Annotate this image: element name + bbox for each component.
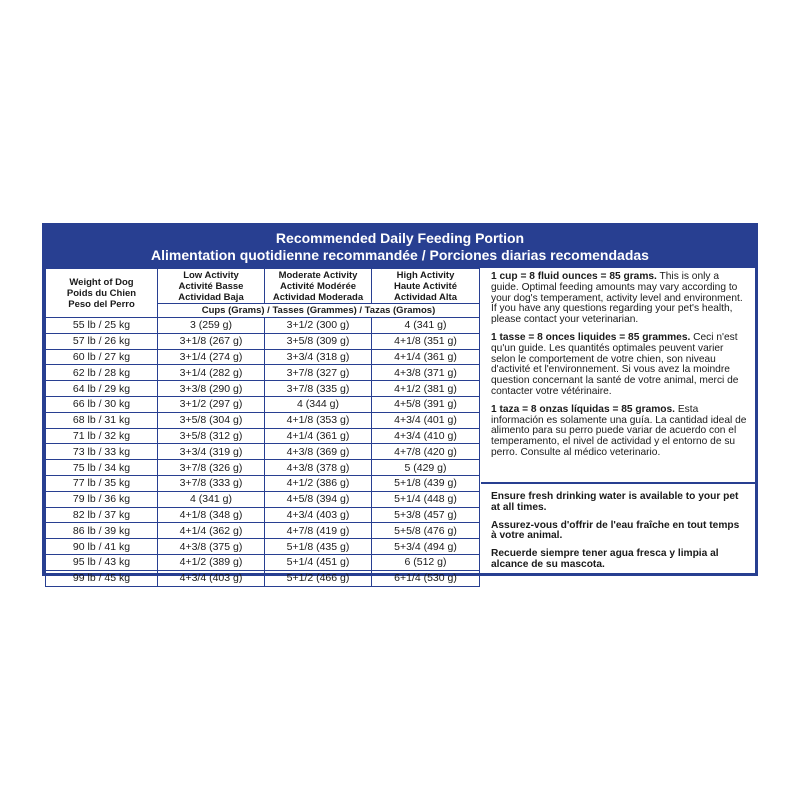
- note-english-text: This is only a guide. Optimal feeding amounts may vary according to your dog's temperament, activity level and environment. If you have any questions regarding your pet's health, please contact your veterinarian.: [491, 271, 743, 326]
- low-activity-cell: 3+7/8 (333 g): [158, 475, 265, 491]
- low-activity-cell: 3+3/8 (290 g): [158, 381, 265, 397]
- weight-cell: 95 lb / 43 kg: [46, 554, 158, 570]
- water-notes: [481, 486, 755, 578]
- table-row: [46, 318, 480, 334]
- moderate-activity-cell: 5+1/8 (435 g): [265, 539, 372, 555]
- weight-cell: 57 lb / 26 kg: [46, 333, 158, 349]
- moderate-activity-cell: 4+7/8 (419 g): [265, 523, 372, 539]
- high-activity-cell: 5+3/8 (457 g): [372, 507, 480, 523]
- feeding-table-container: [45, 268, 479, 585]
- high-header-fr: Haute Activité: [394, 280, 457, 292]
- note-english-bold: 1 cup = 8 fluid ounces = 85 grams.: [491, 271, 657, 282]
- weight-column-header: [46, 269, 158, 318]
- weight-cell: 68 lb / 31 kg: [46, 412, 158, 428]
- low-activity-cell: 4+1/4 (362 g): [158, 523, 265, 539]
- table-row: [46, 570, 480, 586]
- moderate-activity-cell: 3+7/8 (335 g): [265, 381, 372, 397]
- moderate-activity-header: [265, 269, 372, 304]
- low-activity-cell: 3 (259 g): [158, 318, 265, 334]
- moderate-header-en: Moderate Activity: [278, 269, 358, 281]
- high-activity-cell: 4+1/8 (351 g): [372, 333, 480, 349]
- moderate-activity-cell: 3+3/4 (318 g): [265, 349, 372, 365]
- high-activity-cell: 5+1/8 (439 g): [372, 475, 480, 491]
- weight-cell: 64 lb / 29 kg: [46, 381, 158, 397]
- title-english: Recommended Daily Feeding Portion: [275, 230, 525, 246]
- weight-cell: 82 lb / 37 kg: [46, 507, 158, 523]
- note-spanish: [491, 405, 747, 459]
- high-activity-cell: 6 (512 g): [372, 554, 480, 570]
- moderate-activity-cell: 3+1/2 (300 g): [265, 318, 372, 334]
- table-row: [46, 428, 480, 444]
- low-header-fr: Activité Basse: [178, 280, 244, 292]
- table-row: [46, 396, 480, 412]
- weight-cell: 77 lb / 35 kg: [46, 475, 158, 491]
- unit-label: Cups (Grams) / Tasses (Grammes) / Tazas (Gramos): [158, 304, 480, 318]
- moderate-activity-cell: 4+3/8 (378 g): [265, 460, 372, 476]
- measurement-notes: [481, 268, 755, 484]
- low-header-es: Actividad Baja: [178, 291, 244, 303]
- table-row: [46, 333, 480, 349]
- low-activity-cell: 3+1/4 (282 g): [158, 365, 265, 381]
- table-row: [46, 412, 480, 428]
- moderate-activity-cell: 3+5/8 (309 g): [265, 333, 372, 349]
- low-activity-cell: 3+1/2 (297 g): [158, 396, 265, 412]
- note-spanish-bold: 1 taza = 8 onzas líquidas = 85 gramos.: [491, 403, 676, 415]
- table-row: [46, 523, 480, 539]
- low-activity-cell: 4+3/8 (375 g): [158, 539, 265, 555]
- low-activity-cell: 4 (341 g): [158, 491, 265, 507]
- feeding-chart-panel: [42, 223, 758, 585]
- low-activity-cell: 4+3/4 (403 g): [158, 570, 265, 586]
- moderate-activity-cell: 3+7/8 (327 g): [265, 365, 372, 381]
- high-activity-cell: 4+3/4 (410 g): [372, 428, 480, 444]
- low-activity-cell: 3+5/8 (304 g): [158, 412, 265, 428]
- weight-cell: 62 lb / 28 kg: [46, 365, 158, 381]
- weight-cell: 86 lb / 39 kg: [46, 523, 158, 539]
- note-french-bold: 1 tasse = 8 onces liquides = 85 grammes.: [491, 331, 691, 343]
- high-activity-cell: 4+1/4 (361 g): [372, 349, 480, 365]
- high-activity-cell: 4+7/8 (420 g): [372, 444, 480, 460]
- moderate-activity-cell: 4+1/2 (386 g): [265, 475, 372, 491]
- low-activity-cell: 3+1/4 (274 g): [158, 349, 265, 365]
- weight-cell: 79 lb / 36 kg: [46, 491, 158, 507]
- moderate-activity-cell: 4+3/8 (369 g): [265, 444, 372, 460]
- high-activity-cell: 5 (429 g): [372, 460, 480, 476]
- high-activity-cell: 4+5/8 (391 g): [372, 396, 480, 412]
- water-note-spanish: Recuerde siempre tener agua fresca y limpia al alcance de su mascota.: [491, 548, 719, 570]
- table-row: [46, 507, 480, 523]
- high-activity-cell: 5+3/4 (494 g): [372, 539, 480, 555]
- high-activity-cell: 4+3/4 (401 g): [372, 412, 480, 428]
- low-activity-cell: 3+7/8 (326 g): [158, 460, 265, 476]
- weight-cell: 55 lb / 25 kg: [46, 318, 158, 334]
- table-row: [46, 460, 480, 476]
- table-row: [46, 365, 480, 381]
- moderate-header-fr: Activité Modérée: [279, 280, 357, 292]
- moderate-activity-cell: 4+1/4 (361 g): [265, 428, 372, 444]
- high-activity-header: [372, 269, 480, 304]
- high-activity-cell: 4+3/8 (371 g): [372, 365, 480, 381]
- table-row: [46, 381, 480, 397]
- note-french-text: Ceci n'est qu'un guide. Les quantités optimales peuvent varier selon le comportement de votre chien, son niveau d'activité et l'environnement. Si vous avez la moindre question concernant la santé de votre animal, merci de contacter votre vétérinaire.: [491, 331, 739, 397]
- feeding-table: [45, 268, 480, 587]
- moderate-activity-cell: 5+1/4 (451 g): [265, 554, 372, 570]
- high-activity-cell: 4 (341 g): [372, 318, 480, 334]
- table-row: [46, 475, 480, 491]
- weight-cell: 66 lb / 30 kg: [46, 396, 158, 412]
- moderate-activity-cell: 4+3/4 (403 g): [265, 507, 372, 523]
- high-activity-cell: 5+1/4 (448 g): [372, 491, 480, 507]
- note-spanish-text: Esta información es solamente una guía. La cantidad ideal de alimento para su perro puede variar de acuerdo con el temperamento, el nivel de actividad y el entorno de su perro. Consulte al médico veterinario.: [491, 403, 747, 458]
- moderate-activity-cell: 4+5/8 (394 g): [265, 491, 372, 507]
- table-row: [46, 539, 480, 555]
- low-activity-cell: 3+5/8 (312 g): [158, 428, 265, 444]
- title-french-spanish: Alimentation quotidienne recommandée / Porciones diarias recomendadas: [151, 247, 649, 263]
- note-french: [491, 333, 747, 398]
- high-header-es: Actividad Alta: [394, 291, 457, 303]
- weight-cell: 75 lb / 34 kg: [46, 460, 158, 476]
- moderate-activity-cell: 5+1/2 (466 g): [265, 570, 372, 586]
- weight-cell: 71 lb / 32 kg: [46, 428, 158, 444]
- table-row: [46, 554, 480, 570]
- high-activity-cell: 5+5/8 (476 g): [372, 523, 480, 539]
- water-note-english: Ensure fresh drinking water is available to your pet at all times.: [491, 491, 739, 513]
- weight-header-en: Weight of Dog: [69, 276, 134, 288]
- low-activity-cell: 4+1/2 (389 g): [158, 554, 265, 570]
- feeding-chart-header: [45, 226, 755, 268]
- notes-column: [481, 268, 755, 573]
- water-note-french: Assurez-vous d'offrir de l'eau fraîche en tout temps à votre animal.: [491, 519, 740, 542]
- weight-cell: 60 lb / 27 kg: [46, 349, 158, 365]
- weight-cell: 90 lb / 41 kg: [46, 539, 158, 555]
- moderate-activity-cell: 4 (344 g): [265, 396, 372, 412]
- low-activity-cell: 3+3/4 (319 g): [158, 444, 265, 460]
- weight-header-fr: Poids du Chien: [66, 287, 137, 299]
- table-row: [46, 491, 480, 507]
- moderate-header-es: Actividad Moderada: [272, 291, 364, 303]
- high-header-en: High Activity: [396, 269, 455, 281]
- feeding-table-body: [46, 318, 480, 587]
- low-activity-cell: 4+1/8 (348 g): [158, 507, 265, 523]
- low-activity-header: [158, 269, 265, 304]
- high-activity-cell: 4+1/2 (381 g): [372, 381, 480, 397]
- weight-cell: 73 lb / 33 kg: [46, 444, 158, 460]
- high-activity-cell: 6+1/4 (530 g): [372, 570, 480, 586]
- table-row: [46, 444, 480, 460]
- table-row: [46, 349, 480, 365]
- note-english: [491, 272, 747, 326]
- low-header-en: Low Activity: [183, 269, 239, 281]
- low-activity-cell: 3+1/8 (267 g): [158, 333, 265, 349]
- weight-header-es: Peso del Perro: [68, 298, 135, 310]
- weight-cell: 99 lb / 45 kg: [46, 570, 158, 586]
- moderate-activity-cell: 4+1/8 (353 g): [265, 412, 372, 428]
